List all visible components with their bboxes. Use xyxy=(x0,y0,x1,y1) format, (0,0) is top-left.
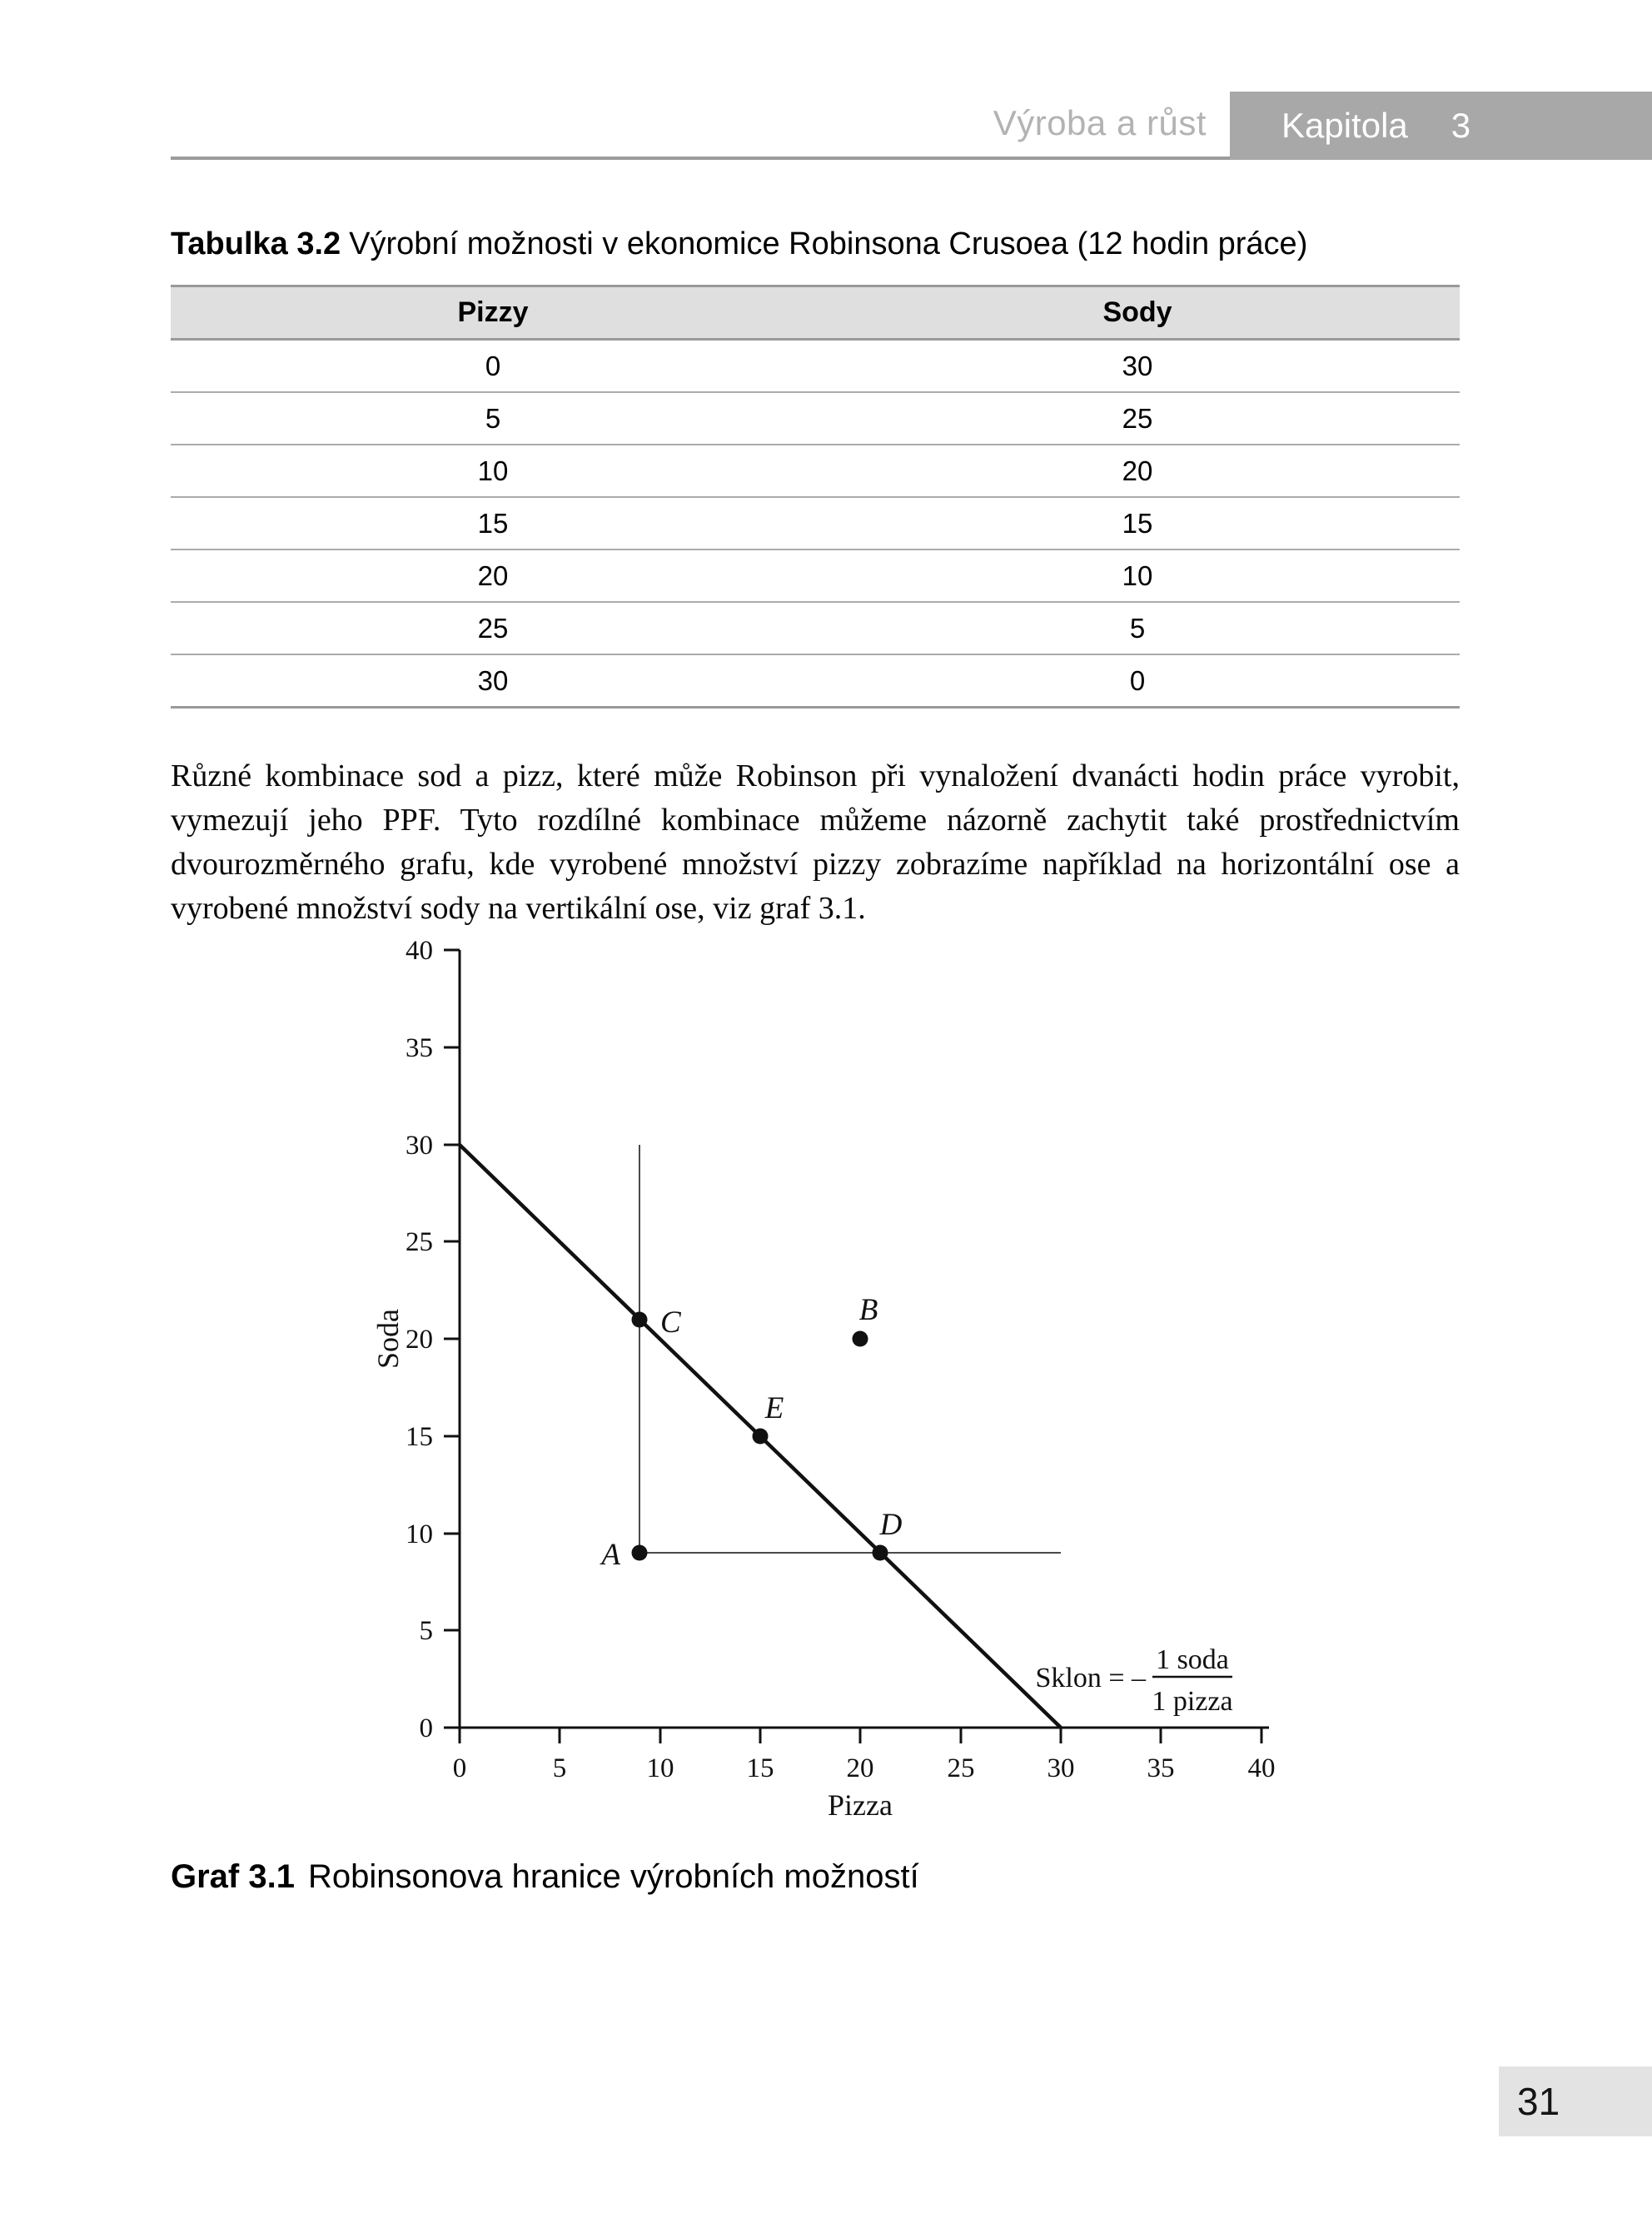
point-C xyxy=(632,1312,648,1328)
chart-caption xyxy=(171,1858,1460,1896)
svg-text:40: 40 xyxy=(1247,1753,1276,1783)
point-E-label: E xyxy=(764,1391,784,1425)
body-paragraph: Různé kombinace sod a pizz, které může Robinson při vynaložení dvanácti hodin práce vyrobit, vymezují jeho PPF. Tyto rozdílné kombinace můžeme názorně zachytit také prostřednictvím dvourozměrného grafu, kde vyrobené množství pizzy zobrazíme například na horizontální ose a vyrobené množství sody na vertikální ose, viz graf 3.1. xyxy=(171,758,1460,926)
chapter-number: 3 xyxy=(1450,106,1471,145)
x-axis-ticks xyxy=(460,1728,1261,1743)
section-title: Výroba a růst xyxy=(993,103,1207,142)
y-axis-title: Soda xyxy=(371,1309,405,1369)
cell-sody: 10 xyxy=(1122,559,1153,591)
cell-pizzy: 0 xyxy=(485,350,501,381)
point-A-label: A xyxy=(601,1538,620,1572)
svg-text:0: 0 xyxy=(419,1713,433,1743)
svg-text:40: 40 xyxy=(406,936,433,966)
chart-caption-number: Graf 3.1 xyxy=(171,1858,295,1895)
cell-sody: 30 xyxy=(1122,350,1153,381)
svg-text:35: 35 xyxy=(406,1033,433,1063)
running-head xyxy=(0,92,1652,160)
point-C-label: C xyxy=(660,1305,681,1340)
svg-text:5: 5 xyxy=(552,1753,567,1783)
point-D xyxy=(873,1545,888,1561)
chart-caption-text: Robinsonova hranice výrobních možností xyxy=(307,1858,919,1895)
cell-sody: 20 xyxy=(1122,455,1153,486)
svg-text:20: 20 xyxy=(846,1753,874,1783)
point-B-label: B xyxy=(858,1293,878,1327)
cell-sody: 5 xyxy=(1129,612,1146,644)
table-row xyxy=(171,445,1460,497)
svg-text:20: 20 xyxy=(406,1325,433,1355)
header-rule xyxy=(171,157,1230,160)
table-row xyxy=(171,340,1460,393)
column-header-pizzy: Pizzy xyxy=(457,296,529,328)
y-axis-ticks xyxy=(444,950,460,1728)
svg-text:15: 15 xyxy=(406,1422,433,1452)
cell-pizzy: 25 xyxy=(477,612,509,644)
cell-pizzy: 10 xyxy=(477,455,509,486)
table-row xyxy=(171,392,1460,445)
svg-text:30: 30 xyxy=(406,1131,433,1161)
page-number: 31 xyxy=(1517,2080,1560,2123)
ppf-chart xyxy=(316,899,1366,1840)
slope-numerator: 1 soda xyxy=(1156,1644,1229,1675)
svg-text:25: 25 xyxy=(947,1753,975,1783)
production-possibilities-table xyxy=(171,285,1460,709)
cell-sody: 15 xyxy=(1122,507,1153,539)
point-A xyxy=(632,1545,648,1561)
cell-pizzy: 30 xyxy=(477,664,509,696)
table-row xyxy=(171,602,1460,654)
x-axis-labels xyxy=(453,1753,1276,1783)
cell-pizzy: 5 xyxy=(485,402,501,434)
slope-annotation xyxy=(1035,1644,1232,1717)
table-title-number: Tabulka 3.2 xyxy=(171,226,341,261)
svg-text:25: 25 xyxy=(406,1227,433,1257)
slope-prefix: Sklon = – xyxy=(1035,1663,1146,1693)
svg-text:30: 30 xyxy=(1047,1753,1075,1783)
ppf-chart-svg xyxy=(316,899,1366,1840)
cell-pizzy: 20 xyxy=(477,559,509,591)
table-title xyxy=(171,226,1460,262)
svg-text:35: 35 xyxy=(1147,1753,1175,1783)
page-number-box xyxy=(1499,2066,1652,2136)
svg-text:15: 15 xyxy=(746,1753,774,1783)
svg-text:10: 10 xyxy=(646,1753,674,1783)
point-E xyxy=(753,1429,769,1445)
chapter-word: Kapitola xyxy=(1281,106,1408,145)
svg-text:10: 10 xyxy=(406,1519,433,1549)
slope-denominator: 1 pizza xyxy=(1152,1686,1233,1717)
x-axis-title: Pizza xyxy=(828,1788,893,1822)
cell-sody: 0 xyxy=(1129,664,1146,696)
table-title-text: Výrobní možnosti v ekonomice Robinsona Crusoea (12 hodin práce) xyxy=(349,226,1308,261)
point-B xyxy=(853,1331,868,1347)
table-row xyxy=(171,550,1460,602)
svg-text:0: 0 xyxy=(452,1753,467,1783)
y-axis-labels xyxy=(406,936,433,1743)
chapter-tab xyxy=(1230,92,1652,160)
table-header-row xyxy=(171,286,1460,340)
table-row xyxy=(171,497,1460,550)
cell-pizzy: 15 xyxy=(477,507,509,539)
cell-sody: 25 xyxy=(1122,402,1153,434)
column-header-sody: Sody xyxy=(1102,296,1172,328)
table-row xyxy=(171,654,1460,708)
svg-text:5: 5 xyxy=(419,1616,433,1646)
point-D-label: D xyxy=(879,1508,903,1542)
